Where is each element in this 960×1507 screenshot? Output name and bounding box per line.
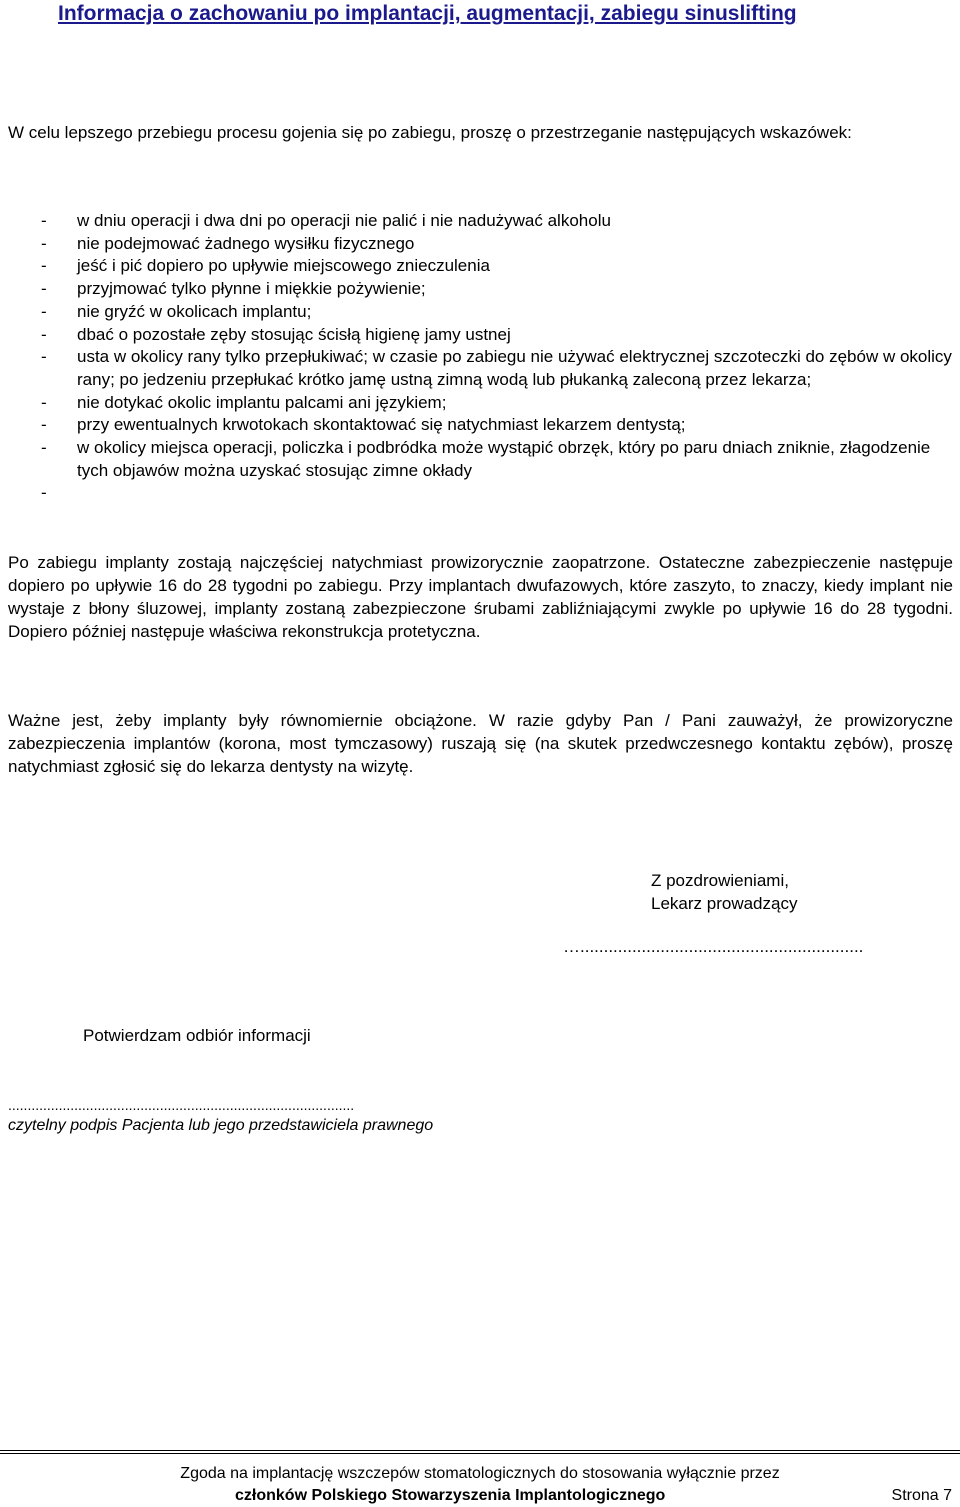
paragraph-provisional: Po zabiegu implanty zostają najczęściej natychmiast prowizorycznie zaopatrzone. Ostateczne zabezpieczenie następuje dopiero po upływie 16 do 28 tygodni po zabiegu. Przy implantach dwufazowych, które zaszyto, to znaczy, kiedy implant nie wystaje z błony śluzowej, implanty zostaną zabezpieczone śrubami zabliźniającymi zwykle po upływie 16 do 28 tygodni. Dopiero później następuje właściwa rekonstrukcja protetyczna. [8, 553, 953, 641]
list-item-text: w okolicy miejsca operacji, policzka i podbródka może wystąpić obrzęk, który po paru dniach zniknie, złagodzenie tych objawów można uzyskać stosując zimne okłady [77, 438, 931, 480]
instructions-list [8, 210, 956, 505]
list-item [8, 210, 956, 233]
list-bullet: - [41, 415, 47, 435]
list-item [8, 233, 956, 256]
intro-text: W celu lepszego przebiegu procesu gojenia się po zabiegu, proszę o przestrzeganie następujących wskazówek: [8, 123, 852, 142]
page-title: Informacja o zachowaniu po implantacji, augmentacji, zabiegu sinuslifting [58, 2, 797, 25]
list-bullet: - [41, 438, 47, 458]
list-item [8, 392, 956, 415]
list-item [8, 346, 956, 391]
list-bullet: - [41, 483, 47, 503]
list-item-text: w dniu operacji i dwa dni po operacji nie palić i nie nadużywać alkoholu [77, 211, 611, 230]
confirmation-label: Potwierdzam odbiór informacji [83, 1026, 311, 1045]
list-item [8, 414, 956, 437]
patient-signature-line: ......................................................................................... [8, 1097, 355, 1113]
paragraph-load: Ważne jest, żeby implanty były równomiernie obciążone. W razie gdyby Pan / Pani zauważył, że prowizoryczne zabezpieczenia implantów (korona, most tymczasowy) ruszają się (na skutek przedwczesnego kontaktu zębów), proszę natychmiast zgłosić się do lekarza dentysty na wizytę. [8, 711, 953, 776]
list-item [8, 278, 956, 301]
closing-block [651, 869, 797, 915]
list-item [8, 255, 956, 278]
list-item-text: usta w okolicy rany tylko przepłukiwać; w czasie po zabiegu nie używać elektrycznej szczoteczki do zębów w okolicy rany; po jedzeniu przepłukać krótko jamę ustną zimną wodą lub płukanką zaleconą przez lekarza; [77, 347, 952, 389]
footer-line-1: Zgoda na implantację wszczepów stomatologicznych do stosowania wyłącznie przez [180, 1465, 780, 1482]
list-item [8, 437, 956, 482]
list-item [8, 482, 956, 505]
list-item [8, 301, 956, 324]
list-bullet: - [41, 324, 47, 344]
list-bullet: - [41, 256, 47, 276]
list-bullet: - [41, 347, 47, 367]
list-item-text: przyjmować tylko płynne i miękkie pożywienie; [77, 279, 426, 299]
list-item-text: nie gryźć w okolicach implantu; [77, 301, 312, 321]
list-bullet: - [41, 392, 47, 412]
doctor-signature-line: …............................................................ [563, 937, 864, 956]
footer-divider [0, 1450, 960, 1454]
list-item-text: przy ewentualnych krwotokach skontaktować się natychmiast lekarzem dentystą; [77, 415, 686, 435]
closing-role: Lekarz prowadzący [651, 894, 798, 913]
footer-line-2: członków Polskiego Stowarzyszenia Implantologicznego [235, 1487, 666, 1504]
list-item-text: dbać o pozostałe zęby stosując ścisłą higienę jamy ustnej [77, 324, 511, 344]
list-item-text: jeść i pić dopiero po upływie miejscowego znieczulenia [77, 256, 490, 276]
list-bullet: - [41, 279, 47, 299]
list-bullet: - [41, 233, 47, 253]
closing-greeting: Z pozdrowieniami, [651, 871, 789, 890]
list-item-text: nie podejmować żadnego wysiłku fizycznego [77, 233, 415, 253]
list-item-text: nie dotykać okolic implantu palcami ani językiem; [77, 392, 447, 412]
list-bullet: - [41, 301, 47, 321]
page-number: Strona 7 [891, 1487, 952, 1504]
signature-caption: czytelny podpis Pacjenta lub jego przedstawiciela prawnego [8, 1117, 434, 1134]
list-item [8, 324, 956, 347]
list-bullet: - [41, 211, 47, 230]
